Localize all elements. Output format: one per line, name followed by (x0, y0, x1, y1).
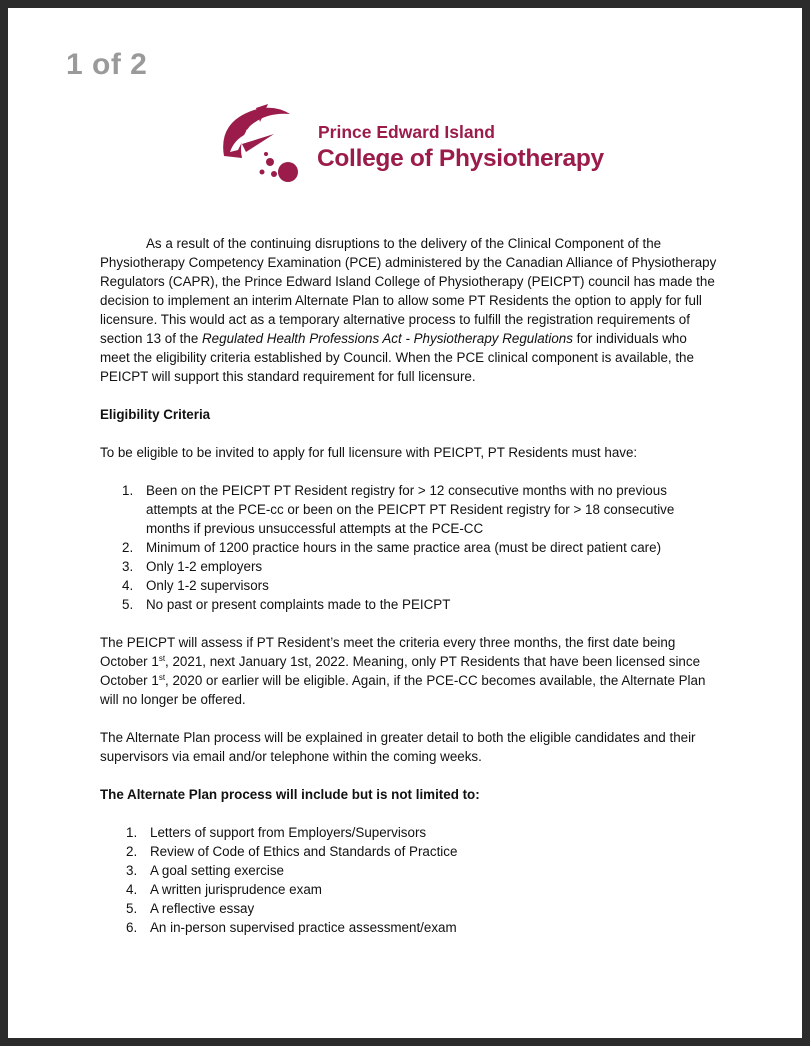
process-paragraph: The Alternate Plan process will be explained in greater detail to both the eligible candidates and their supervisors via email and/or telephone within the coming weeks. (100, 730, 696, 764)
list-item: 2. Review of Code of Ethics and Standards of Practice (126, 844, 458, 859)
document-page (8, 8, 802, 1038)
plan-process-list (100, 823, 720, 937)
college-logo (216, 100, 616, 196)
list-item: 1. Been on the PEICPT PT Resident registry for > 12 consecutive months with no previous attempts at the PCE-cc or been on the PEICPT PT Resident registry for > 18 consecutive months if previous unsuccessful attempts at the PCE-CC (122, 483, 675, 536)
college-logo-mark (216, 100, 312, 196)
list-item: 1. Letters of support from Employers/Supervisors (126, 825, 427, 840)
page-counter: 1 of 2 (66, 48, 148, 81)
letter-body (100, 234, 720, 937)
list-item: 6. An in-person supervised practice assessment/exam (126, 920, 457, 935)
intro-text-1: As a result of the continuing disruptions to the delivery of the Clinical Component of the Physiotherapy Competency Examination (PCE) administered by the Canadian Alliance of Physiotherapy Regulators (CAPR), the Prince Edward Island College of Physiotherapy (PEICPT) council has made the decision to implement an interim Alternate Plan to allow some PT Residents the option to apply for full licensure. This would act as a temporary alternative process to fulfill the registration requirements of section 13 of the (100, 236, 717, 346)
logo-text-line2: College of Physiotherapy (317, 145, 604, 172)
list-item: 2. Minimum of 1200 practice hours in the same practice area (must be direct patient care) (122, 540, 662, 555)
eligibility-lead: To be eligible to be invited to apply for full licensure with PEICPT, PT Residents must have: (100, 445, 638, 460)
list-item: 3. A goal setting exercise (126, 863, 284, 878)
list-item: 4. Only 1-2 supervisors (122, 578, 269, 593)
list-item: 3. Only 1-2 employers (122, 559, 263, 574)
assessment-paragraph: The PEICPT will assess if PT Resident’s meet the criteria every three months, the first date being October 1st, 2021, next January 1st, 2022. Meaning, only PT Residents that have been licensed since October 1st, 2020 or earlier will be eligible. Again, if the PCE-CC becomes available, the Alternate Plan will no longer be offered. (100, 635, 706, 707)
plan-heading: The Alternate Plan process will include but is not limited to: (100, 787, 480, 802)
list-item: 4. A written jurisprudence exam (126, 882, 322, 897)
eligibility-criteria-list (100, 481, 720, 614)
intro-italic-act: Regulated Health Professions Act - Physiotherapy Regulations (202, 331, 573, 346)
list-item: 5. A reflective essay (126, 901, 255, 916)
list-item: 5. No past or present complaints made to the PEICPT (122, 597, 451, 612)
eligibility-heading: Eligibility Criteria (100, 407, 211, 422)
intro-text-2: for individuals who meet the eligibility criteria established by Council. When the PCE clinical component is available, the PEICPT will support this standard requirement for full licensure. (100, 331, 694, 384)
intro-paragraph (100, 234, 720, 386)
logo-text-line1: Prince Edward Island (318, 122, 495, 142)
